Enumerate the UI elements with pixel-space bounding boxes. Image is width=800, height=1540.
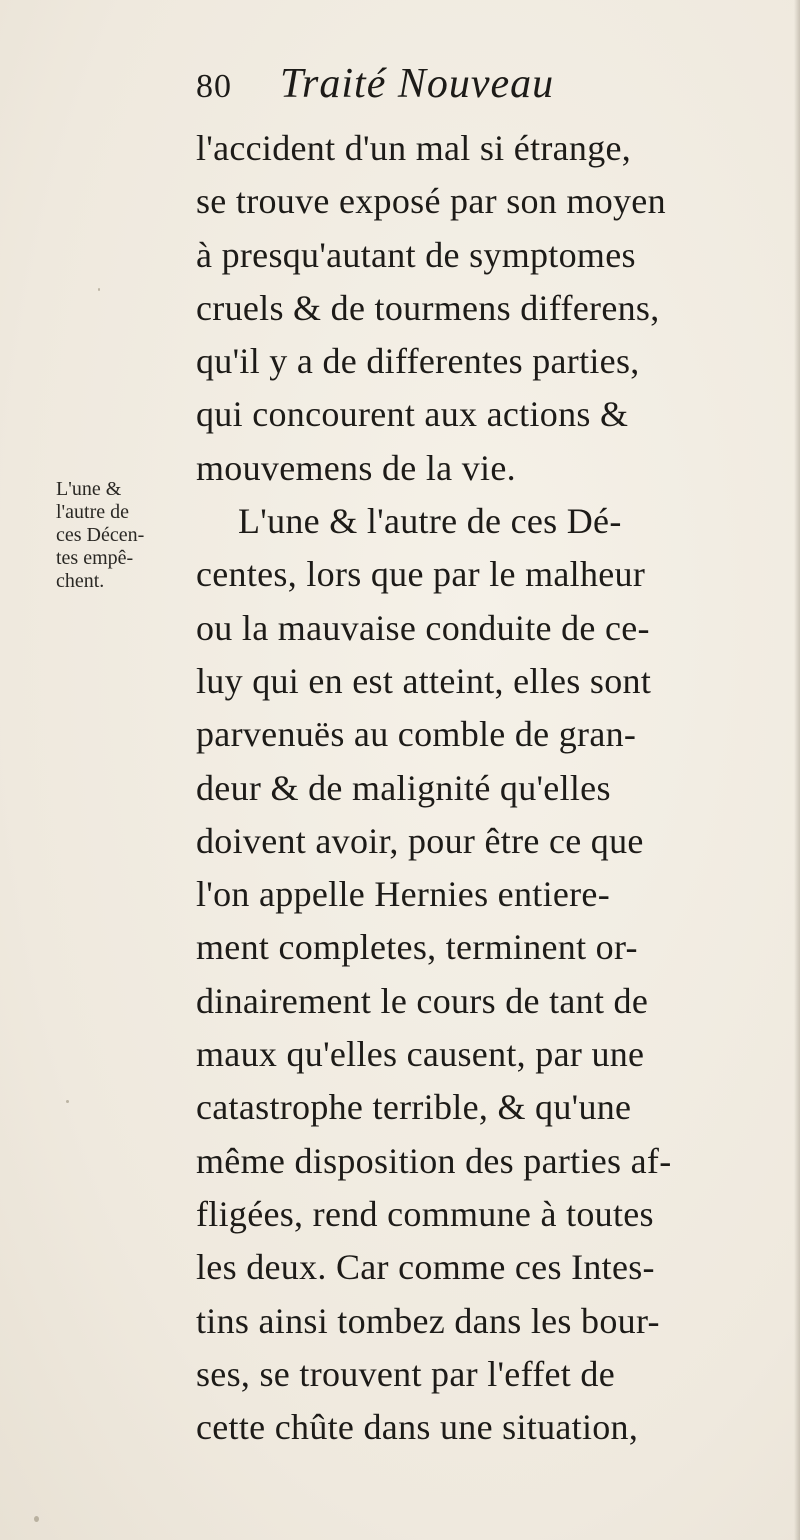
text-line: dinairement le cours de tant de — [196, 980, 649, 1021]
text-line: même disposition des parties af- — [196, 1140, 672, 1181]
text-line: deur & de malignité qu'elles — [196, 767, 611, 808]
page-number: 80 — [196, 68, 232, 105]
text-line: maux qu'elles causent, par une — [196, 1034, 645, 1075]
margin-note-line: L'une & — [56, 478, 122, 500]
text-line: luy qui en est atteint, elles sont — [196, 660, 652, 701]
paper-speck — [34, 1516, 39, 1522]
text-line: cruels & de tourmens differens, — [196, 287, 660, 328]
text-line: mouvemens de la vie. — [196, 447, 516, 488]
page-header — [196, 60, 554, 120]
margin-note-line: l'autre de — [56, 501, 130, 523]
text-line: centes, lors que par le malheur — [196, 554, 646, 595]
text-line: tins ainsi tombez dans les bour- — [196, 1300, 660, 1341]
text-line: ou la mauvaise conduite de ce- — [196, 607, 650, 648]
paper-speck — [98, 288, 100, 291]
paper-speck — [66, 1100, 69, 1103]
text-line: qu'il y a de differentes parties, — [196, 341, 640, 382]
paragraph-start-line: L'une & l'autre de ces Dé- — [238, 501, 622, 542]
margin-note-line: chent. — [56, 570, 105, 592]
body-text — [196, 122, 796, 1454]
text-line: l'accident d'un mal si étrange, — [196, 128, 632, 168]
text-line: doivent avoir, pour être ce que — [196, 820, 644, 861]
text-line: fligées, rend commune à toutes — [196, 1193, 654, 1234]
text-line: se trouve exposé par son moyen — [196, 181, 666, 222]
text-line: cette chûte dans une situation, — [196, 1407, 639, 1448]
text-line: parvenuës au comble de gran- — [196, 714, 637, 755]
text-line: l'on appelle Hernies entiere- — [196, 874, 610, 915]
text-line: ses, se trouvent par l'effet de — [196, 1353, 615, 1394]
text-line: à presqu'autant de symptomes — [196, 234, 636, 275]
text-line: les deux. Car comme ces Intes- — [196, 1247, 655, 1288]
text-line: ment completes, terminent or- — [196, 927, 638, 968]
margin-note-line: tes empê- — [56, 547, 134, 569]
margin-note-line: ces Décen- — [56, 524, 145, 546]
text-line: catastrophe terrible, & qu'une — [196, 1087, 632, 1128]
margin-note — [56, 478, 186, 593]
text-line: qui concourent aux actions & — [196, 394, 629, 435]
running-title: Traité Nouveau — [280, 61, 555, 107]
